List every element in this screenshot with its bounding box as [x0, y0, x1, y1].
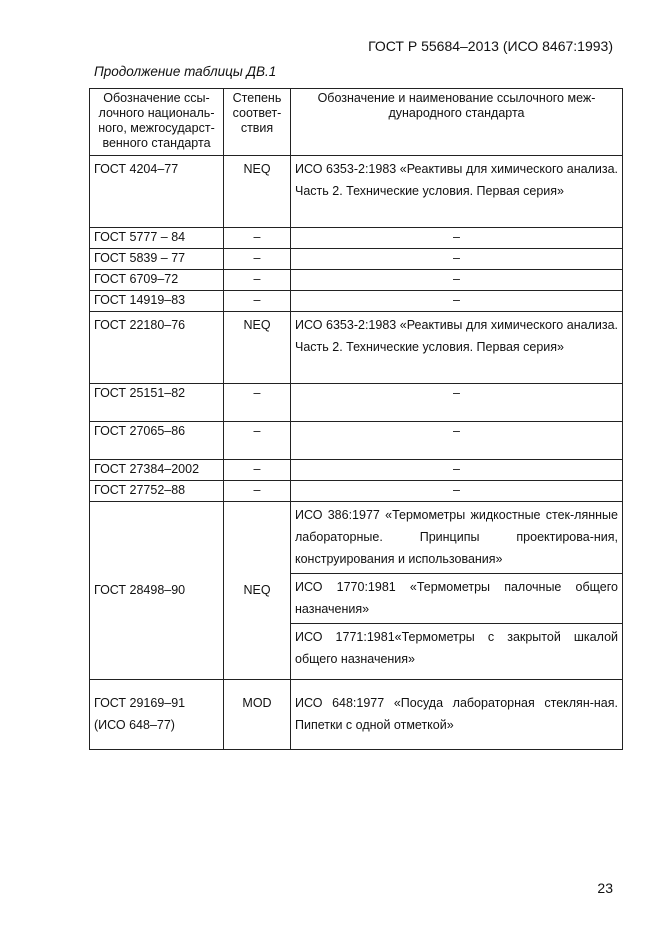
table-row	[90, 312, 623, 384]
iso-cell: ИСО 386:1977 «Термометры жидкостные стек-лянные лабораторные. Принципы проектирова-ния, конструирования и использования»	[291, 502, 623, 574]
gost-cell: ГОСТ 14919–83	[90, 291, 224, 312]
gost-cell: ГОСТ 22180–76	[90, 312, 224, 384]
gost-cell: ГОСТ 27752–88	[90, 481, 224, 502]
table-row	[90, 680, 623, 750]
table-row	[90, 270, 623, 291]
table-row	[90, 156, 623, 228]
document-header: ГОСТ Р 55684–2013 (ИСО 8467:1993)	[368, 38, 613, 54]
reference-table	[89, 88, 623, 750]
degree-cell: NEQ	[224, 156, 291, 228]
iso-cell: ИСО 1771:1981«Термометры с закрытой шкалой общего назначения»	[291, 624, 623, 680]
gost-cell: ГОСТ 5777 – 84	[90, 228, 224, 249]
iso-cell: –	[291, 481, 623, 502]
gost-cell: ГОСТ 27065–86	[90, 422, 224, 460]
gost-cell: ГОСТ 6709–72	[90, 270, 224, 291]
iso-cell: –	[291, 291, 623, 312]
gost-cell: ГОСТ 27384–2002	[90, 460, 224, 481]
header-international-standard: Обозначение и наименование ссылочного меж- дународного стандарта	[291, 89, 623, 156]
header-national-standard: Обозначение ссы- лочного националь- ного, межгосударст- венного стандарта	[90, 89, 224, 156]
degree-cell: –	[224, 481, 291, 502]
degree-cell: –	[224, 460, 291, 481]
header-degree: Степень соответ- ствия	[224, 89, 291, 156]
degree-cell: NEQ	[224, 502, 291, 680]
degree-cell: MOD	[224, 680, 291, 750]
iso-cell: ИСО 6353-2:1983 «Реактивы для химического анализа. Часть 2. Технические условия. Первая серия»	[291, 156, 623, 228]
gost-cell: ГОСТ 29169–91 (ИСО 648–77)	[90, 680, 224, 750]
table-row	[90, 384, 623, 422]
degree-cell: –	[224, 228, 291, 249]
table-header-row	[90, 89, 623, 156]
degree-cell: –	[224, 291, 291, 312]
table-row	[90, 249, 623, 270]
table-caption: Продолжение таблицы ДВ.1	[94, 64, 277, 79]
gost-cell: ГОСТ 4204–77	[90, 156, 224, 228]
table-row	[90, 481, 623, 502]
iso-cell: –	[291, 249, 623, 270]
iso-cell: –	[291, 460, 623, 481]
iso-cell: ИСО 6353-2:1983 «Реактивы для химического анализа. Часть 2. Технические условия. Первая серия»	[291, 312, 623, 384]
table-row	[90, 228, 623, 249]
page-number: 23	[597, 880, 613, 896]
iso-cell: –	[291, 384, 623, 422]
iso-cell: –	[291, 422, 623, 460]
degree-cell: –	[224, 249, 291, 270]
degree-cell: –	[224, 384, 291, 422]
gost-cell: ГОСТ 5839 – 77	[90, 249, 224, 270]
gost-cell: ГОСТ 28498–90	[90, 502, 224, 680]
degree-cell: –	[224, 270, 291, 291]
table-row	[90, 291, 623, 312]
table-row	[90, 502, 623, 574]
table-row	[90, 460, 623, 481]
gost-cell: ГОСТ 25151–82	[90, 384, 224, 422]
iso-cell: ИСО 1770:1981 «Термометры палочные общего назначения»	[291, 574, 623, 624]
table-body	[90, 156, 623, 750]
degree-cell: NEQ	[224, 312, 291, 384]
iso-cell: –	[291, 270, 623, 291]
iso-cell: –	[291, 228, 623, 249]
degree-cell: –	[224, 422, 291, 460]
iso-cell: ИСО 648:1977 «Посуда лабораторная стеклян-ная. Пипетки с одной отметкой»	[291, 680, 623, 750]
table-row	[90, 422, 623, 460]
